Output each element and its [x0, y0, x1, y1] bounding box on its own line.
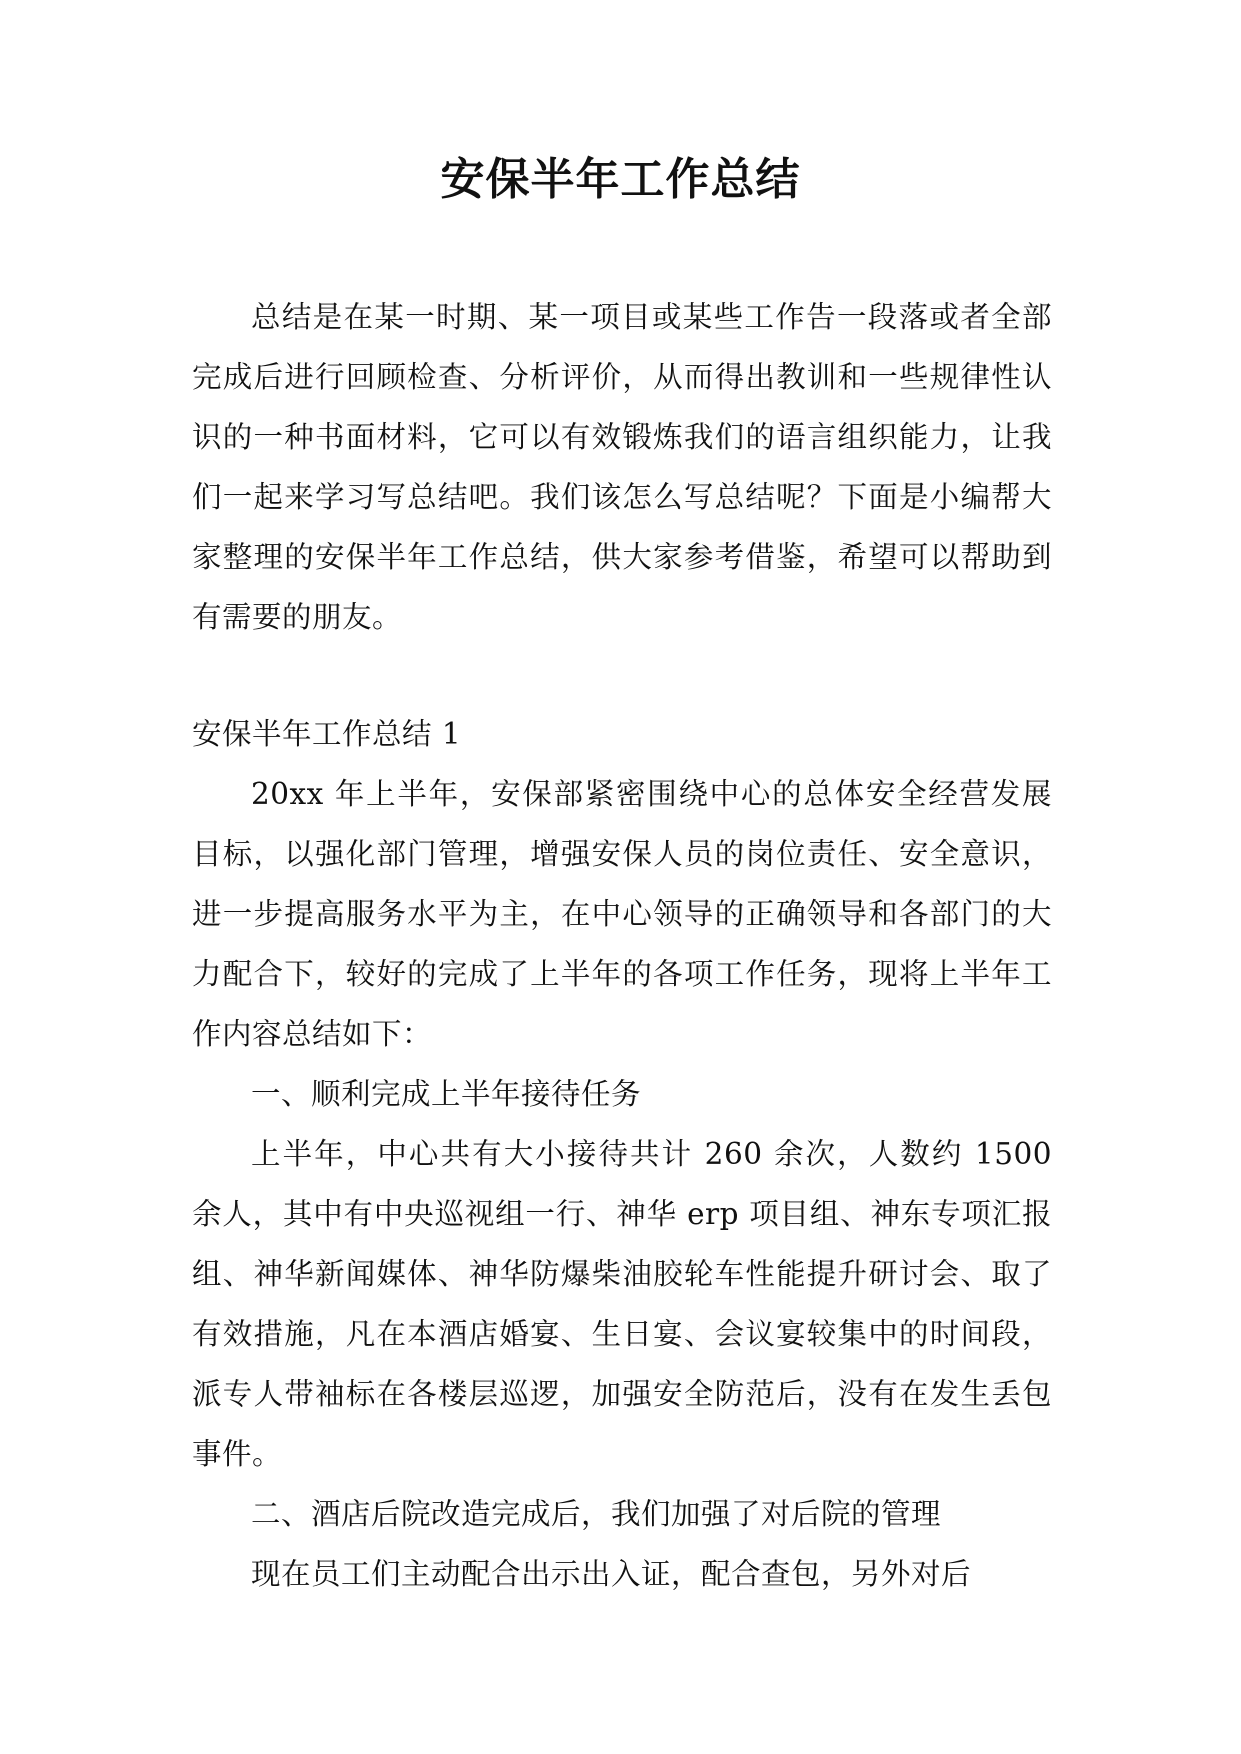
- subheading-2: 二、酒店后院改造完成后，我们加强了对后院的管理: [251, 1497, 942, 1531]
- body-paragraph: 20xx 年上半年，安保部紧密围绕中心的总体安全经营发展目标，以强化部门管理，增强安保人员的岗位责任、安全意识，进一步提高服务水平为主，在中心领导的正确领导和各部门的大力配合下，较好的完成了上半年的各项工作任务，现将上半年工作内容总结如下：: [192, 777, 1052, 1051]
- intro-paragraph: 总结是在某一时期、某一项目或某些工作告一段落或者全部完成后进行回顾检查、分析评价，从而得出教训和一些规律性认识的一种书面材料，它可以有效锻炼我们的语言组织能力，让我们一起来学习写总结吧。我们该怎么写总结呢？下面是小编帮大家整理的安保半年工作总结，供大家参考借鉴，希望可以帮助到有需要的朋友。: [192, 300, 1052, 634]
- document-title: 安保半年工作总结: [440, 154, 801, 205]
- section-heading: 安保半年工作总结 1: [192, 717, 462, 751]
- document-body: [192, 287, 1052, 1604]
- subheading-1: 一、顺利完成上半年接待任务: [251, 1077, 642, 1111]
- body-paragraph: 现在员工们主动配合出示出入证，配合查包，另外对后: [251, 1557, 972, 1591]
- body-paragraph: 上半年，中心共有大小接待共计 260 余次，人数约 1500 余人，其中有中央巡视组一行、神华 erp 项目组、神东专项汇报组、神华新闻媒体、神华防爆柴油胶轮车性能提升研讨会、取了有效措施，凡在本酒店婚宴、生日宴、会议宴较集中的时间段，派专人带袖标在各楼层巡逻，加强安全防范后，没有在发生丢包事件。: [192, 1137, 1052, 1471]
